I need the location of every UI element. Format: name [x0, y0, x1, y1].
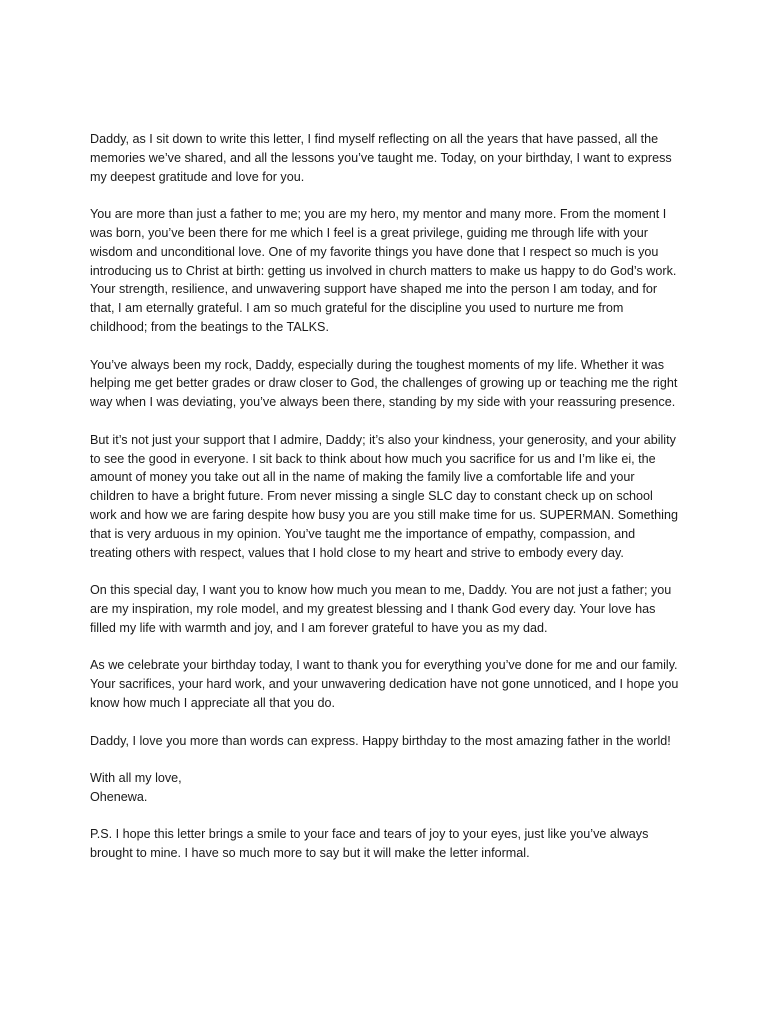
letter-body [90, 130, 680, 882]
signature: Ohenewa. [90, 789, 148, 804]
closing-block [90, 769, 680, 807]
paragraph-7: Daddy, I love you more than words can express. Happy birthday to the most amazing father in the world! [90, 733, 671, 748]
paragraph-1: Daddy, as I sit down to write this letter, I find myself reflecting on all the years that have passed, all the memories we’ve shared, and all the lessons you’ve taught me. Today, on your birthday, I want to express my deepest gratitude and love for you. [90, 132, 672, 184]
postscript: P.S. I hope this letter brings a smile to your face and tears of joy to your eyes, just like you’ve always brought to mine. I have so much more to say but it will make the letter informal. [90, 827, 649, 861]
paragraph-3: You’ve always been my rock, Daddy, especially during the toughest moments of my life. Whether it was helping me get better grades or draw closer to God, the challenges of growing up or teaching me the right way when I was deviating, you’ve always been there, standing by my side with your reassuring presence. [90, 357, 678, 410]
closing-salutation: With all my love, [90, 771, 182, 786]
paragraph-6: As we celebrate your birthday today, I want to thank you for everything you’ve done for me and our family. Your sacrifices, your hard work, and your unwavering dedication have not gone unnoticed, and I hope you know how much I appreciate all that you do. [90, 658, 679, 710]
paragraph-4: But it’s not just your support that I admire, Daddy; it’s also your kindness, your generosity, and your ability to see the good in everyone. I sit back to think about how much you sacrifice for us and I’m like ei, the amount of money you take out all in the name of making the family live a comfortable life and your children to have a bright future. From never missing a single SLC day to constant check up on school work and how we are faring despite how busy you are you still make time for us. SUPERMAN. Something that is very arduous in my opinion. You’ve taught me the importance of empathy, compassion, and treating others with respect, values that I hold close to my heart and strive to embody every day. [90, 432, 678, 560]
paragraph-5: On this special day, I want you to know how much you mean to me, Daddy. You are not just a father; you are my inspiration, my role model, and my greatest blessing and I thank God every day. Your love has filled my life with warmth and joy, and I am forever grateful to have you as my dad. [90, 583, 672, 635]
paragraph-2: You are more than just a father to me; you are my hero, my mentor and many more. From the moment I was born, you’ve been there for me which I feel is a great privilege, guiding me through life with your wisdom and unconditional love. One of my favorite things you have done that I respect so much is you introducing us to Christ at birth: getting us involved in church matters to make us happy to do God’s work. Your strength, resilience, and unwavering support have shaped me into the person I am today, and for that, I am eternally grateful. I am so much grateful for the discipline you used to nurture me from childhood; from the beatings to the TALKS. [90, 207, 677, 334]
